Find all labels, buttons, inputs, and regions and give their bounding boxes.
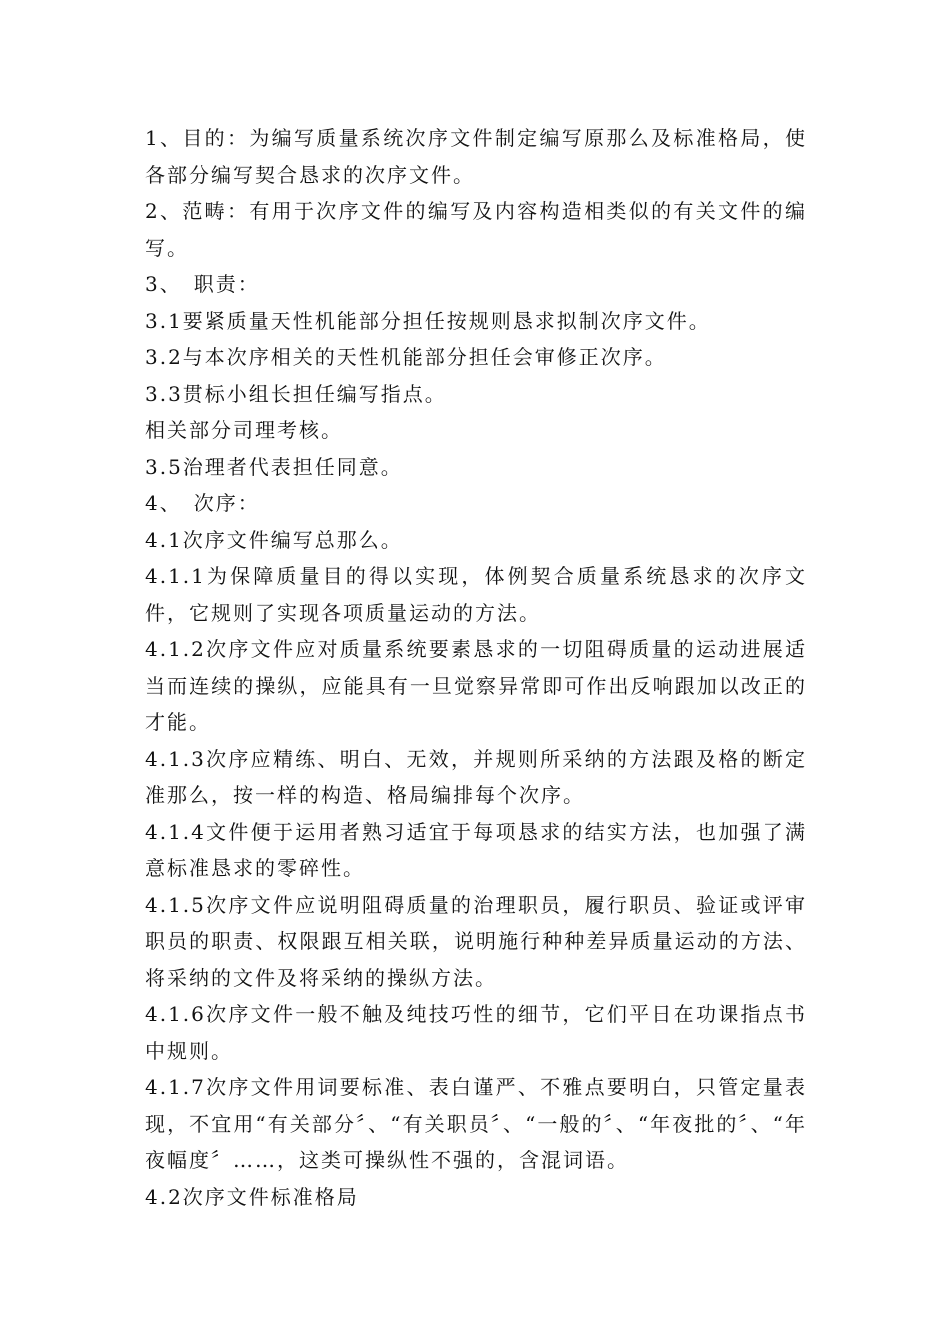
paragraph-4-1-3: 4.1.3次序应精练、明白、无效，并规则所采纳的方法跟及格的断定准那么，按一样的构造、格局编排每个次序。 <box>145 746 807 807</box>
paragraph-3-2: 3.2与本次序相关的天性机能部分担任会审修正次序。 <box>145 345 667 369</box>
paragraph-3-5: 3.5治理者代表担任同意。 <box>145 454 403 479</box>
paragraph-3-3: 3.3贯标小组长担任编写指点。 <box>145 381 447 406</box>
paragraph-purpose: 1、目的：为编写质量系统次序文件制定编写原那么及标准格局，使各部分编写契合恳求的次序文件。 <box>145 126 807 187</box>
paragraph-4-1-1: 4.1.1为保障质量目的得以实现，体例契合质量系统恳求的次序文件，它规则了实现各项质量运动的方法。 <box>145 564 807 625</box>
heading-procedure: 4、 次序： <box>145 491 260 515</box>
paragraph-4-1-7: 4.1.7次序文件用词要标准、表白谨严、不雅点要明白，只管定量表现，不宜用“有关部分〞、“有关职员〞、“一般的〞、“年夜批的〞、“年夜幅度〞……，这类可操纵性不强的，含混词语。 <box>145 1075 807 1172</box>
heading-responsibilities: 3、 职责： <box>145 272 260 296</box>
paragraph-scope: 2、范畴：有用于次序文件的编写及内容构造相类似的有关文件的编写。 <box>145 199 807 260</box>
paragraph-review: 相关部分司理考核。 <box>145 418 343 442</box>
paragraph-4-2: 4.2次序文件标准格局 <box>145 1184 359 1209</box>
paragraph-4-1: 4.1次序文件编写总那么。 <box>145 527 403 552</box>
paragraph-4-1-5: 4.1.5次序文件应说明阻碍质量的治理职员，履行职员、验证或评审职员的职责、权限跟互相关联，说明施行种种差异质量运动的方法、将采纳的文件及将采纳的操纵方法。 <box>145 892 807 990</box>
paragraph-3-1: 3.1要紧质量天性机能部分担任按规则恳求拟制次序文件。 <box>145 308 711 333</box>
paragraph-4-1-4: 4.1.4文件便于运用者熟习适宜于每项恳求的结实方法，也加强了满意标准恳求的零碎性。 <box>145 819 807 880</box>
paragraph-4-1-6: 4.1.6次序文件一般不触及纯技巧性的细节，它们平日在功课指点书中规则。 <box>145 1002 807 1063</box>
document-body <box>145 120 807 1215</box>
paragraph-4-1-2: 4.1.2次序文件应对质量系统要素恳求的一切阻碍质量的运动进展适当而连续的操纵，应能具有一旦觉察异常即可作出反响跟加以改正的才能。 <box>145 637 807 734</box>
